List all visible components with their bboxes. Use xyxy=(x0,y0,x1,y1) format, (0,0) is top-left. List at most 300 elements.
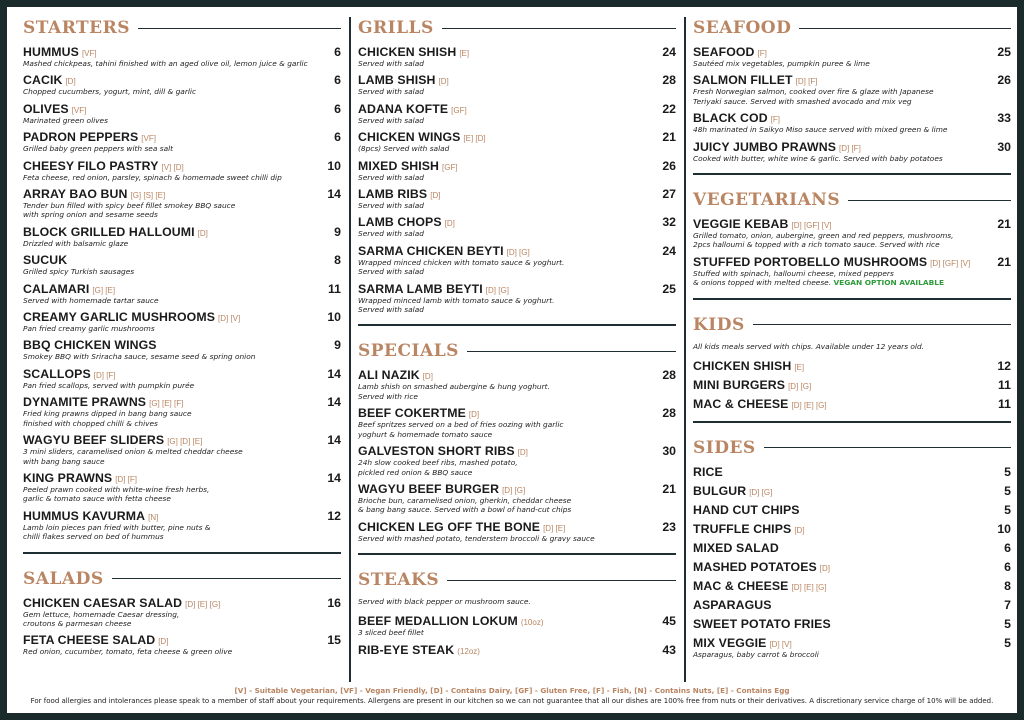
menu-item-name xyxy=(693,45,767,59)
menu-item xyxy=(23,471,341,504)
dietary-tags: [E] [D] xyxy=(463,134,486,144)
dietary-tags: [VF] xyxy=(141,134,156,144)
menu-item-title: ALI NAZIK xyxy=(358,368,420,383)
menu-item xyxy=(358,159,676,182)
menu-item-price: 14 xyxy=(327,187,341,202)
section-divider xyxy=(693,298,1011,300)
section-header xyxy=(23,17,341,39)
menu-item xyxy=(693,522,1011,536)
menu-item-name xyxy=(23,45,97,59)
menu-item-description xyxy=(693,231,1011,250)
menu-item-price: 23 xyxy=(662,519,676,534)
description-text: 3 mini sliders, caramelised onion & melted cheddar cheese with bang bang sauce xyxy=(23,447,243,466)
menu-item-description xyxy=(23,267,341,276)
menu-item xyxy=(358,73,676,96)
menu-item-name xyxy=(358,215,455,229)
menu-item-name xyxy=(358,406,479,420)
section-title: STARTERS xyxy=(23,18,131,38)
menu-item-name xyxy=(693,140,861,154)
menu-item-description xyxy=(23,59,341,68)
menu-item-price: 30 xyxy=(997,139,1011,154)
menu-item-price: 16 xyxy=(327,595,341,610)
menu-item-name xyxy=(358,520,565,534)
menu-item-description xyxy=(358,229,676,238)
menu-item-name xyxy=(23,471,137,485)
menu-item-title: JUICY JUMBO PRAWNS xyxy=(693,139,837,154)
menu-item-name xyxy=(693,397,827,411)
vegan-option-note: VEGAN OPTION AVAILABLE xyxy=(833,278,945,288)
dietary-tags: [GF] xyxy=(442,162,458,172)
menu-section xyxy=(358,17,676,314)
menu-item-name xyxy=(693,217,832,231)
description-text: Marinated green olives xyxy=(23,115,108,125)
menu-item-name xyxy=(23,310,240,324)
section-note: All kids meals served with chips. Available under 12 years old. xyxy=(693,341,925,351)
menu-item-title: BEEF COKERTME xyxy=(358,406,466,421)
menu-section xyxy=(693,437,1011,659)
menu-item-title: CHICKEN CAESAR SALAD xyxy=(23,595,183,610)
section-header-rule xyxy=(799,28,1011,29)
description-text: Served with salad xyxy=(358,172,424,182)
menu-item-name xyxy=(693,378,811,392)
menu-item-price: 25 xyxy=(662,281,676,296)
section-header-rule xyxy=(467,351,676,352)
menu-item-title: MAC & CHEESE xyxy=(693,578,789,593)
menu-item xyxy=(23,310,341,333)
description-text: Served with salad xyxy=(358,229,424,239)
menu-item-name xyxy=(23,338,157,352)
dietary-tags: [D] [G] xyxy=(485,285,509,295)
menu-item-price: 6 xyxy=(334,101,341,116)
menu-item-row xyxy=(358,520,676,534)
dietary-tags: [D] [E] xyxy=(543,523,566,533)
description-text: Mashed chickpeas, tahini finished with an aged olive oil, lemon juice & garlic xyxy=(23,59,308,68)
menu-item-row xyxy=(693,598,1011,612)
menu-item-name xyxy=(693,560,830,574)
menu-item-price: 6 xyxy=(1004,540,1011,555)
menu-item-description xyxy=(23,381,341,390)
menu-item-price: 6 xyxy=(334,45,341,59)
menu-item-description xyxy=(358,296,676,315)
menu-item xyxy=(358,102,676,125)
menu-item xyxy=(693,45,1011,68)
menu-item-row xyxy=(23,253,341,267)
description-text: Served with mashed potato, tenderstem broccoli & gravy sauce xyxy=(358,533,595,543)
description-text: Served with salad xyxy=(358,201,424,211)
section-note: Served with black pepper or mushroom sauce. xyxy=(358,597,531,607)
menu-item-description xyxy=(23,352,341,361)
menu-item-price: 32 xyxy=(662,215,676,230)
dietary-tags: [D] [GF] [V] xyxy=(791,221,832,231)
menu-item-row xyxy=(358,73,676,87)
menu-item xyxy=(693,359,1011,373)
dietary-tags: [D] [V] xyxy=(218,314,241,324)
column-divider xyxy=(349,17,351,682)
menu-item-name xyxy=(23,130,156,144)
description-text: Served with salad xyxy=(358,59,424,68)
menu-item-title: CHICKEN SHISH xyxy=(693,358,792,373)
menu-item-price: 10 xyxy=(327,310,341,325)
menu-item-price: 12 xyxy=(997,358,1011,373)
menu-item xyxy=(358,215,676,238)
menu-item xyxy=(358,45,676,68)
menu-item xyxy=(23,633,341,656)
dietary-tags: [D] xyxy=(430,191,441,201)
menu-item-name xyxy=(358,159,458,173)
menu-item-row xyxy=(23,187,341,201)
description-text: Beef spritzes served on a bed of fries oozing with garlic yoghurt & homemade tomato sauce xyxy=(358,420,564,439)
menu-item-title: CHICKEN WINGS xyxy=(358,130,461,145)
menu-item-title: BULGUR xyxy=(693,483,747,498)
menu-item-title: WAGYU BEEF BURGER xyxy=(358,481,500,496)
menu-item-row xyxy=(23,395,341,409)
menu-item-row xyxy=(23,159,341,173)
menu-item-title: MIX VEGGIE xyxy=(693,635,767,650)
dietary-tags: [D] [F] xyxy=(839,143,861,153)
menu-item-name xyxy=(693,359,804,373)
menu-item-description xyxy=(358,458,676,477)
section-header-rule xyxy=(753,324,1011,325)
menu-item-row xyxy=(693,111,1011,125)
dietary-tags: [E] xyxy=(794,362,805,372)
section-divider xyxy=(693,173,1011,175)
menu-item-description xyxy=(358,201,676,210)
section-title: SPECIALS xyxy=(358,341,459,362)
menu-item-name xyxy=(358,282,509,296)
menu-item-name xyxy=(693,484,772,498)
menu-item-name xyxy=(693,465,723,479)
menu-item-row xyxy=(23,596,341,610)
menu-item-name xyxy=(358,45,469,59)
dietary-tags: [V] [D] xyxy=(161,162,184,172)
dietary-tags: [D] [F] xyxy=(93,370,116,380)
menu-column-left xyxy=(23,17,341,662)
dietary-tags: [D] [F] xyxy=(795,77,818,87)
section-header xyxy=(23,568,341,590)
menu-item xyxy=(358,406,676,439)
menu-item-title: SCALLOPS xyxy=(23,366,91,381)
menu-item-row xyxy=(23,73,341,87)
menu-item xyxy=(693,617,1011,631)
menu-item-row xyxy=(693,503,1011,517)
menu-item-description xyxy=(23,173,341,182)
menu-item-price: 21 xyxy=(997,217,1011,232)
menu-item xyxy=(693,503,1011,517)
menu-item xyxy=(693,397,1011,411)
menu-item-name xyxy=(693,579,827,593)
menu-item-description xyxy=(358,116,676,125)
menu-item-price: 11 xyxy=(328,281,341,296)
menu-item-name xyxy=(358,130,486,144)
description-text: Feta cheese, red onion, parsley, spinach & homemade sweet chilli dip xyxy=(23,172,282,182)
menu-item-title: TRUFFLE CHIPS xyxy=(693,521,792,536)
menu-item xyxy=(693,465,1011,479)
description-text: Served with homemade tartar sauce xyxy=(23,295,159,305)
menu-item-row xyxy=(693,140,1011,154)
menu-item-row xyxy=(693,560,1011,574)
dietary-tags: (10oz) xyxy=(520,618,544,628)
menu-section xyxy=(693,314,1011,411)
menu-item-row xyxy=(358,45,676,59)
menu-item-price: 12 xyxy=(327,508,341,523)
menu-item-title: BEEF MEDALLION LOKUM xyxy=(358,614,518,629)
menu-item-price: 26 xyxy=(662,158,676,173)
menu-item-price: 14 xyxy=(327,366,341,381)
menu-item-row xyxy=(693,484,1011,498)
menu-item-price: 45 xyxy=(662,614,676,629)
dietary-tags: [D] xyxy=(438,77,449,87)
dietary-tags: [D] [G] xyxy=(506,247,530,257)
menu-item-row xyxy=(23,633,341,647)
menu-item-description xyxy=(23,144,341,153)
menu-item xyxy=(693,73,1011,106)
menu-section xyxy=(693,189,1011,288)
section-divider xyxy=(358,324,676,326)
menu-item-title: HUMMUS KAVURMA xyxy=(23,508,146,523)
menu-item-title: DYNAMITE PRAWNS xyxy=(23,395,147,410)
menu-item xyxy=(23,187,341,220)
menu-item-row xyxy=(693,359,1011,373)
menu-item-name xyxy=(358,482,525,496)
menu-item-name xyxy=(23,367,116,381)
description-text: Wrapped minced chicken with tomato sauce & yoghurt. Served with salad xyxy=(358,257,565,277)
menu-item xyxy=(23,367,341,390)
dietary-tags: [D] xyxy=(444,219,455,229)
menu-item-description xyxy=(23,647,341,656)
description-text: Pan fried creamy garlic mushrooms xyxy=(23,324,155,334)
menu-item-row xyxy=(358,159,676,173)
menu-item-name xyxy=(23,159,184,173)
menu-item xyxy=(23,433,341,466)
menu-item-row xyxy=(693,378,1011,392)
menu-item-title: SALMON FILLET xyxy=(693,73,793,88)
section-divider xyxy=(693,421,1011,423)
menu-item xyxy=(358,520,676,543)
menu-item-row xyxy=(693,617,1011,631)
dietary-tags: (12oz) xyxy=(457,646,480,656)
dietary-tags: [D] [G] xyxy=(788,381,812,391)
menu-item-price: 8 xyxy=(334,253,341,268)
menu-item xyxy=(358,282,676,315)
menu-item-title: CREAMY GARLIC MUSHROOMS xyxy=(23,310,215,325)
menu-section xyxy=(358,569,676,656)
menu-item-price: 30 xyxy=(662,444,676,459)
description-text: Red onion, cucumber, tomato, feta cheese & green olive xyxy=(23,647,233,657)
dietary-tags: [D] xyxy=(158,637,169,647)
menu-item-description xyxy=(23,116,341,125)
menu-item-name xyxy=(693,541,779,555)
menu-item-name xyxy=(358,73,449,87)
menu-item-price: 11 xyxy=(998,377,1011,392)
menu-item xyxy=(23,282,341,305)
menu-item-title: SARMA LAMB BEYTI xyxy=(358,281,483,296)
menu-item-title: HAND CUT CHIPS xyxy=(693,502,800,517)
description-text: Cooked with butter, white wine & garlic. Served with baby potatoes xyxy=(693,153,943,163)
menu-item-name xyxy=(23,509,158,523)
menu-item-row xyxy=(693,73,1011,87)
menu-item-description xyxy=(358,420,676,439)
menu-item-title: VEGGIE KEBAB xyxy=(693,217,789,232)
menu-item-title: SWEET POTATO FRIES xyxy=(693,616,831,631)
menu-item-description xyxy=(358,628,676,637)
menu-item-title: SARMA CHICKEN BEYTI xyxy=(358,243,504,258)
menu-item-price: 14 xyxy=(327,433,341,448)
menu-item xyxy=(358,130,676,153)
menu-item xyxy=(358,187,676,210)
menu-section xyxy=(358,340,676,543)
menu-item-price: 11 xyxy=(998,396,1011,411)
dietary-tags: [D] [GF] [V] xyxy=(930,258,971,268)
dietary-tags: [VF] xyxy=(71,105,87,115)
menu-item-title: OLIVES xyxy=(23,101,69,116)
section-title: STEAKS xyxy=(358,570,440,591)
section-title: VEGETARIANS xyxy=(693,190,841,211)
dietary-tags: [D] [G] xyxy=(502,485,526,495)
menu-item-title: MIXED SHISH xyxy=(358,158,440,173)
section-header xyxy=(358,340,676,362)
dietary-tags: [G] [D] [E] xyxy=(167,437,203,447)
menu-item-title: KING PRAWNS xyxy=(23,470,113,485)
dietary-tags: [D] xyxy=(422,372,433,382)
menu-item-row xyxy=(23,45,341,59)
menu-item-row xyxy=(358,130,676,144)
menu-item-description xyxy=(358,258,676,277)
menu-item-description xyxy=(358,496,676,515)
menu-item-row xyxy=(23,471,341,485)
menu-item-title: BBQ CHICKEN WINGS xyxy=(23,338,157,353)
menu-item-description xyxy=(358,59,676,68)
menu-item-name xyxy=(693,522,805,536)
description-text: Tender bun filled with spicy beef fillet smokey BBQ sauce with spring onion and sesame seeds xyxy=(23,201,236,220)
menu-item-price: 14 xyxy=(327,470,341,485)
menu-item xyxy=(693,484,1011,498)
menu-item-price: 5 xyxy=(1004,635,1011,650)
allergen-legend: [V] - Suitable Vegetarian, [VF] - Vegan Friendly, [D] - Contains Dairy, [GF] - Gluten Free, [F] - Fish, [N] - Contains Nuts, [E] - Contains Egg xyxy=(234,686,790,695)
description-text: 24h slow cooked beef ribs, mashed potato, pickled red onion & BBQ sauce xyxy=(358,458,518,477)
menu-item xyxy=(693,140,1011,163)
menu-item-description xyxy=(23,523,341,542)
menu-item-title: HUMMUS xyxy=(23,45,79,59)
description-text: 48h marinated in Saikyo Miso sauce served with mixed green & lime xyxy=(693,125,948,135)
menu-item-description xyxy=(23,201,341,220)
section-header-rule xyxy=(442,28,676,29)
menu-item xyxy=(358,444,676,477)
menu-item-title: CHICKEN SHISH xyxy=(358,45,457,59)
description-text: Grilled baby green peppers with sea salt xyxy=(23,144,174,154)
description-text: Served with salad xyxy=(358,87,424,97)
menu-item-price: 15 xyxy=(327,633,341,648)
menu-item-row xyxy=(693,636,1011,650)
menu-item-title: BLOCK GRILLED HALLOUMI xyxy=(23,224,195,239)
menu-item-price: 27 xyxy=(662,187,676,202)
menu-item-title: ASPARAGUS xyxy=(693,597,772,612)
menu-item-row xyxy=(23,102,341,116)
menu-item xyxy=(358,614,676,637)
dietary-tags: [D] [E] [G] xyxy=(791,582,827,592)
menu-item-description xyxy=(358,173,676,182)
dietary-tags: [G] [E] [F] xyxy=(149,399,184,409)
section-header xyxy=(693,437,1011,459)
menu-item xyxy=(358,244,676,277)
menu-item-description xyxy=(23,447,341,466)
menu-item-title: BLACK COD xyxy=(693,111,768,126)
menu-item-description xyxy=(693,125,1011,134)
menu-item-name xyxy=(358,187,440,201)
menu-item-name xyxy=(693,598,772,612)
menu-item-price: 5 xyxy=(1004,483,1011,498)
description-text: Lamb loin pieces pan fried with butter, pine nuts & chilli flakes served on bed of hummus xyxy=(23,522,211,542)
section-header-rule xyxy=(848,200,1011,201)
menu-item-row xyxy=(693,579,1011,593)
dietary-tags: [D] xyxy=(819,563,831,573)
menu-item-row xyxy=(358,187,676,201)
menu-item-row xyxy=(693,522,1011,536)
menu-item xyxy=(23,225,341,248)
menu-item-row xyxy=(23,338,341,352)
description-text: Smokey BBQ with Sriracha sauce, sesame seed & spring onion xyxy=(23,352,256,362)
menu-item-title: RIB-EYE STEAK xyxy=(358,642,455,657)
menu-item-name xyxy=(693,73,817,87)
menu-item-description xyxy=(23,610,341,629)
menu-item-description xyxy=(23,485,341,504)
section-header-rule xyxy=(138,28,341,29)
description-text: Grilled spicy Turkish sausages xyxy=(23,267,135,277)
description-text: Asparagus, baby carrot & broccoli xyxy=(693,649,819,659)
dietary-tags: [G] [S] [E] xyxy=(130,191,166,201)
menu-item-row xyxy=(693,541,1011,555)
menu-item-price: 8 xyxy=(1004,578,1011,593)
menu-item xyxy=(693,255,1011,288)
menu-item-description xyxy=(23,296,341,305)
dietary-tags: [D] xyxy=(468,410,480,420)
menu-item-row xyxy=(693,465,1011,479)
description-text: Served with salad xyxy=(358,115,424,125)
menu-item-name xyxy=(23,225,208,239)
menu-item-description xyxy=(358,87,676,96)
menu-column-right xyxy=(693,17,1011,664)
menu-item-title: ARRAY BAO BUN xyxy=(23,187,128,202)
section-header xyxy=(693,17,1011,39)
section-header xyxy=(358,17,676,39)
menu-item-name xyxy=(23,73,76,87)
menu-item-name xyxy=(23,395,183,409)
menu-item-row xyxy=(693,45,1011,59)
menu-item-title: LAMB CHOPS xyxy=(358,215,442,230)
menu-item-price: 9 xyxy=(334,224,341,239)
menu-item-row xyxy=(358,368,676,382)
description-text: Brioche bun, caramelised onion, gherkin, cheddar cheese & bang bang sauce. Served with a bowl of hand-cut chips xyxy=(358,495,572,515)
menu-item xyxy=(23,596,341,629)
menu-item-row xyxy=(23,130,341,144)
menu-item xyxy=(693,111,1011,134)
menu-item-description xyxy=(358,382,676,401)
menu-item-row xyxy=(693,397,1011,411)
menu-item-name xyxy=(358,444,528,458)
menu-item-name xyxy=(23,187,165,201)
menu-item-description xyxy=(693,154,1011,163)
menu-item-title: MIXED SALAD xyxy=(693,540,779,555)
menu-item xyxy=(23,73,341,96)
menu-section xyxy=(23,17,341,542)
section-divider xyxy=(358,553,676,555)
dietary-tags: [VF] xyxy=(81,49,97,58)
menu-item-description xyxy=(23,239,341,248)
menu-item-row xyxy=(358,614,676,628)
menu-item-title: FETA CHEESE SALAD xyxy=(23,633,156,648)
menu-item-name xyxy=(693,636,792,650)
menu-item-price: 22 xyxy=(662,101,676,116)
menu-item-description xyxy=(693,650,1011,659)
